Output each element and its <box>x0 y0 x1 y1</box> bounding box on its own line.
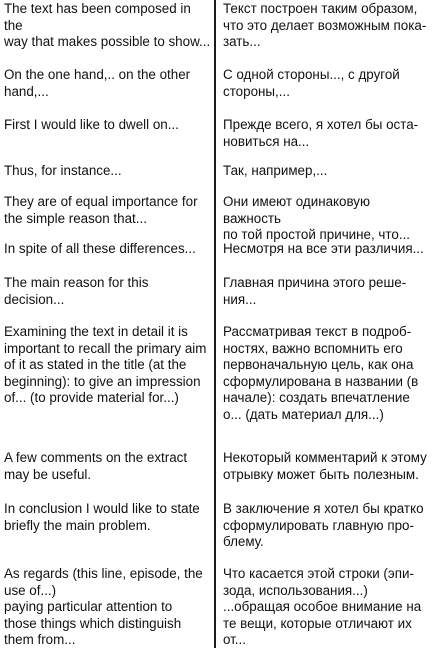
russian-translation: Текст построен таким образом, что это делает возможным пока- зать... <box>223 1 427 50</box>
russian-translation: ...обращая особое внимание на те вещи, которые отличают их от... <box>223 599 422 648</box>
english-phrase: paying particular attention to those things which distinguish them from... <box>4 599 182 648</box>
english-phrase: In spite of all these differences... <box>4 241 196 256</box>
russian-translation: С одной стороны..., с другой стороны,... <box>223 67 400 99</box>
english-phrase: As regards (this line, episode, the use of...) <box>4 566 203 598</box>
english-phrase: In conclusion I would like to state briefly the main problem. <box>4 501 200 533</box>
english-phrase: A few comments on the extract may be useful. <box>4 450 188 482</box>
russian-translation: Главная причина этого реше- ния... <box>223 275 407 307</box>
english-phrase: On the one hand,.. on the other hand,... <box>4 67 191 99</box>
russian-translation: В заключение я хотел бы кратко сформулировать главную про- блему. <box>223 501 424 550</box>
russian-translation: Что касается этой строки (эпи- зода, использования...) <box>223 566 414 598</box>
english-phrase: Thus, for instance... <box>4 163 122 178</box>
english-phrase: The text has been composed in the way that makes possible to show... <box>4 1 211 50</box>
english-phrase: They are of equal importance for the simple reason that... <box>4 194 198 226</box>
russian-translation: Прежде всего, я хотел бы оста- новиться на... <box>223 117 419 149</box>
russian-translation: Несмотря на все эти различия... <box>223 241 424 256</box>
english-phrase: Examining the text in detail it is important to recall the primary aim of it as stated in the title (at the beginning): to give an impression of... (to provide material for...) <box>4 324 207 406</box>
english-phrase: The main reason for this decision... <box>4 275 149 307</box>
russian-translation: Так, например,... <box>223 163 328 178</box>
english-phrase: First I would like to dwell on... <box>4 117 179 132</box>
russian-translation: Они имеют одинаковую важность по той простой причине, что... <box>223 194 411 243</box>
column-divider <box>214 0 216 648</box>
russian-translation: Рассматривая текст в подроб- ностях, важно вспомнить его первоначальную цель, как она сформулирована в названии (в начале): создать впечатление о... (дать материал для...) <box>223 324 419 422</box>
russian-translation: Некоторый комментарий к этому отрывку может быть полезным. <box>223 450 427 482</box>
